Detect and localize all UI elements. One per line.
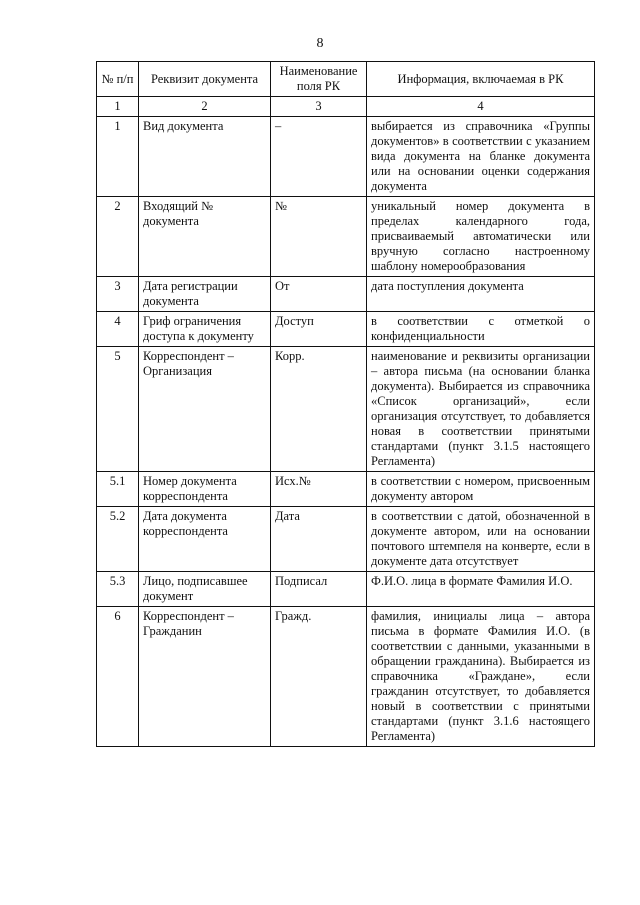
table-row — [97, 607, 595, 747]
info-text: уникальный номер документа в пределах календарного года, присваиваемый автоматически или вручную согласно настроенному шаблону номерообразования — [367, 197, 595, 277]
requisite-name: Лицо, подписавшее документ — [139, 572, 271, 607]
row-number: 6 — [97, 607, 139, 747]
field-name: Доступ — [271, 312, 367, 347]
row-number: 4 — [97, 312, 139, 347]
header-requisite: Реквизит документа — [139, 62, 271, 97]
table-row — [97, 347, 595, 472]
table-row — [97, 312, 595, 347]
field-name: – — [271, 117, 367, 197]
table-row — [97, 117, 595, 197]
field-name: № — [271, 197, 367, 277]
header-info: Информация, включаемая в РК — [367, 62, 595, 97]
info-text: в соответствии с датой, обозначенной в документе автором, или на основании почтового штемпеля на конверте, если в документе дата отсутствует — [367, 507, 595, 572]
column-number: 3 — [271, 97, 367, 117]
table-header-row — [97, 62, 595, 97]
column-number: 1 — [97, 97, 139, 117]
info-text: Ф.И.О. лица в формате Фамилия И.О. — [367, 572, 595, 607]
requisite-name: Корреспондент – Гражданин — [139, 607, 271, 747]
requisites-table — [96, 61, 595, 747]
field-name: Корр. — [271, 347, 367, 472]
row-number: 5.3 — [97, 572, 139, 607]
row-number: 5.1 — [97, 472, 139, 507]
field-name: Исх.№ — [271, 472, 367, 507]
table-row — [97, 572, 595, 607]
requisite-name: Дата документа корреспондента — [139, 507, 271, 572]
info-text: в соответствии с номером, присвоенным документу автором — [367, 472, 595, 507]
info-text: выбирается из справочника «Группы документов» в соответствии с указанием вида документа на бланке документа или на основании оценки содержания документа — [367, 117, 595, 197]
row-number: 5.2 — [97, 507, 139, 572]
row-number: 2 — [97, 197, 139, 277]
info-text: дата поступления документа — [367, 277, 595, 312]
requisite-name: Входящий № документа — [139, 197, 271, 277]
column-number: 4 — [367, 97, 595, 117]
field-name: Дата — [271, 507, 367, 572]
row-number: 5 — [97, 347, 139, 472]
table-row — [97, 277, 595, 312]
requisite-name: Гриф ограничения доступа к документу — [139, 312, 271, 347]
requisite-name: Вид документа — [139, 117, 271, 197]
table-row — [97, 507, 595, 572]
column-number-row — [97, 97, 595, 117]
row-number: 1 — [97, 117, 139, 197]
table-row — [97, 472, 595, 507]
field-name: От — [271, 277, 367, 312]
header-field-name: Наименование поля РК — [271, 62, 367, 97]
info-text: в соответствии с отметкой о конфиденциальности — [367, 312, 595, 347]
column-number: 2 — [139, 97, 271, 117]
requisite-name: Корреспондент – Организация — [139, 347, 271, 472]
field-name: Гражд. — [271, 607, 367, 747]
page-number: 8 — [316, 36, 324, 51]
requisite-name: Дата регистрации документа — [139, 277, 271, 312]
table-row — [97, 197, 595, 277]
info-text: наименование и реквизиты организации – автора письма (на основании бланка документа). Выбирается из справочника «Список организаций», если организация отсутствует, то добавляется новая в соответствии принятыми стандартами (пункт 3.1.5 настоящего Регламента) — [367, 347, 595, 472]
field-name: Подписал — [271, 572, 367, 607]
info-text: фамилия, инициалы лица – автора письма в формате Фамилия И.О. (в соответствии с данными, указанными в обращении гражданина). Выбирается из справочника «Граждане», если гражданин отсутствует, то добавляется новый в соответствии с принятыми стандартами (пункт 3.1.6 настоящего Регламента) — [367, 607, 595, 747]
requisite-name: Номер документа корреспондента — [139, 472, 271, 507]
header-num: № п/п — [97, 62, 139, 97]
row-number: 3 — [97, 277, 139, 312]
